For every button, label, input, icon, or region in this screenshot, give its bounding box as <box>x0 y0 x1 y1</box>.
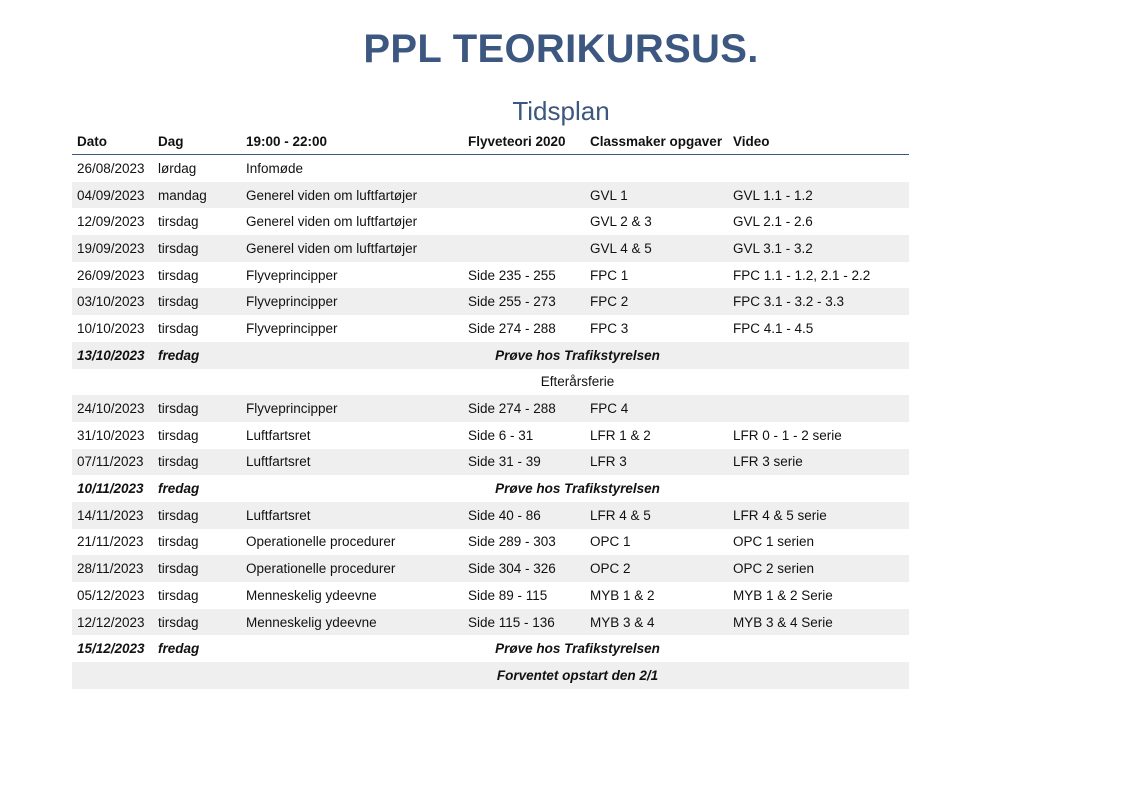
row-topic: Luftfartsret <box>241 502 463 529</box>
row-day: tirsdag <box>153 502 241 529</box>
row-tasks <box>585 155 728 182</box>
row-day: mandag <box>153 182 241 209</box>
table-row <box>72 582 909 609</box>
header-tasks: Classmaker opgaver <box>585 128 728 155</box>
row-date: 07/11/2023 <box>72 449 153 476</box>
row-date: 03/10/2023 <box>72 288 153 315</box>
table-row <box>72 235 909 262</box>
row-tasks: LFR 1 & 2 <box>590 427 651 443</box>
row-topic: Generel viden om luftfartøjer <box>246 214 418 230</box>
table-row <box>72 395 909 422</box>
row-book-pages: Side 255 - 273 <box>463 288 585 315</box>
row-topic: Menneskelig ydeevne <box>246 587 377 603</box>
row-topic: Generel viden om luftfartøjer <box>241 235 463 262</box>
row-topic: Flyveprincipper <box>246 320 338 336</box>
row-date <box>72 662 153 689</box>
row-topic: Flyveprincipper <box>246 267 338 283</box>
row-book-pages: Side 115 - 136 <box>463 609 585 636</box>
row-video: GVL 1.1 - 1.2 <box>728 182 909 209</box>
row-date: 10/11/2023 <box>77 481 144 497</box>
row-video <box>728 395 909 422</box>
row-day: tirsdag <box>153 555 241 582</box>
row-tasks: MYB 3 & 4 <box>585 609 728 636</box>
row-book-pages: Side 89 - 115 <box>468 587 548 603</box>
row-date: 31/10/2023 <box>77 427 145 443</box>
row-tasks: GVL 4 & 5 <box>585 235 728 262</box>
row-tasks: MYB 1 & 2 <box>590 587 655 603</box>
row-book-pages <box>463 235 585 262</box>
table-row <box>72 208 909 235</box>
row-book-pages: Side 274 - 288 <box>468 320 556 336</box>
table-row <box>72 502 909 529</box>
row-video: LFR 3 serie <box>728 449 909 476</box>
row-topic: Generel viden om luftfartøjer <box>241 182 463 209</box>
row-date: 05/12/2023 <box>77 587 145 603</box>
table-row <box>72 155 909 182</box>
row-day: lørdag <box>158 160 197 176</box>
exam-row <box>72 342 909 369</box>
exam-row <box>72 475 909 502</box>
row-book-pages: Side 235 - 255 <box>468 267 556 283</box>
row-topic: Luftfartsret <box>246 427 311 443</box>
schedule-body <box>72 155 909 689</box>
row-day: tirsdag <box>153 395 241 422</box>
row-note: Efterårsferie <box>540 374 615 390</box>
row-tasks: GVL 2 & 3 <box>590 214 652 230</box>
row-topic: Operationelle procedurer <box>246 534 396 550</box>
row-tasks: LFR 3 <box>585 449 728 476</box>
row-topic: Infomøde <box>246 160 304 176</box>
row-day: tirsdag <box>158 267 199 283</box>
row-date: 10/10/2023 <box>77 320 145 336</box>
row-day: tirsdag <box>153 449 241 476</box>
row-date: 28/11/2023 <box>72 555 153 582</box>
row-day: fredag <box>158 641 200 657</box>
row-video: GVL 2.1 - 2.6 <box>733 214 813 230</box>
row-topic: Operationelle procedurer <box>241 555 463 582</box>
exam-row <box>72 635 909 662</box>
row-book-pages <box>463 155 585 182</box>
row-book-pages: Side 31 - 39 <box>463 449 585 476</box>
row-video: LFR 4 & 5 serie <box>728 502 909 529</box>
row-day: tirsdag <box>158 534 199 550</box>
row-note: Prøve hos Trafikstyrelsen <box>241 342 909 369</box>
row-book-pages: Side 304 - 326 <box>463 555 585 582</box>
page-title: PPL TEORIKURSUS. <box>363 27 759 71</box>
row-video: GVL 3.1 - 3.2 <box>728 235 909 262</box>
row-date: 12/09/2023 <box>77 214 145 230</box>
row-date: 12/12/2023 <box>72 609 153 636</box>
row-tasks: FPC 1 <box>590 267 629 283</box>
table-row <box>72 315 909 342</box>
row-day: tirsdag <box>153 288 241 315</box>
row-day: fredag <box>153 342 241 369</box>
row-video: MYB 1 & 2 Serie <box>733 587 833 603</box>
page-subtitle: Tidsplan <box>512 96 610 126</box>
row-book-pages <box>463 208 585 235</box>
row-tasks: LFR 4 & 5 <box>585 502 728 529</box>
note-row <box>72 369 909 396</box>
row-video: OPC 2 serien <box>728 555 909 582</box>
row-date: 14/11/2023 <box>72 502 153 529</box>
table-header-row <box>72 128 909 155</box>
header-time: 19:00 - 22:00 <box>241 128 463 155</box>
row-day: tirsdag <box>153 235 241 262</box>
table-row <box>72 609 909 636</box>
row-tasks: FPC 3 <box>590 320 629 336</box>
row-topic: Flyveprincipper <box>241 395 463 422</box>
schedule-table <box>72 128 909 689</box>
row-video: LFR 0 - 1 - 2 serie <box>733 427 842 443</box>
row-topic: Flyveprincipper <box>241 288 463 315</box>
row-book-pages <box>463 182 585 209</box>
row-tasks: FPC 4 <box>585 395 728 422</box>
row-topic: Menneskelig ydeevne <box>241 609 463 636</box>
row-day <box>153 662 241 689</box>
row-tasks: OPC 2 <box>585 555 728 582</box>
table-row <box>72 288 909 315</box>
table-row <box>72 182 909 209</box>
row-video: OPC 1 serien <box>733 534 815 550</box>
row-note: Forventet opstart den 2/1 <box>241 662 909 689</box>
row-book-pages: Side 289 - 303 <box>468 534 556 550</box>
row-book-pages: Side 274 - 288 <box>463 395 585 422</box>
row-date: 04/09/2023 <box>72 182 153 209</box>
row-video: FPC 3.1 - 3.2 - 3.3 <box>728 288 909 315</box>
row-tasks: GVL 1 <box>585 182 728 209</box>
row-book-pages: Side 40 - 86 <box>463 502 585 529</box>
exam-row <box>72 662 909 689</box>
row-video <box>728 155 909 182</box>
table-row <box>72 422 909 449</box>
row-note: Prøve hos Trafikstyrelsen <box>495 481 660 497</box>
row-date <box>72 369 153 396</box>
row-video: FPC 1.1 - 1.2, 2.1 - 2.2 <box>733 267 871 283</box>
table-row <box>72 262 909 289</box>
row-book-pages: Side 6 - 31 <box>468 427 534 443</box>
row-day: tirsdag <box>158 320 199 336</box>
table-row <box>72 449 909 476</box>
table-row <box>72 555 909 582</box>
row-tasks: OPC 1 <box>590 534 631 550</box>
row-day: tirsdag <box>153 609 241 636</box>
row-date: 26/08/2023 <box>77 160 145 176</box>
row-day: tirsdag <box>158 214 199 230</box>
row-day <box>153 369 241 396</box>
row-date: 19/09/2023 <box>72 235 153 262</box>
row-date: 24/10/2023 <box>72 395 153 422</box>
header-day: Dag <box>153 128 241 155</box>
row-date: 21/11/2023 <box>77 534 144 550</box>
row-date: 26/09/2023 <box>77 267 145 283</box>
row-day: tirsdag <box>158 427 199 443</box>
row-topic: Luftfartsret <box>241 449 463 476</box>
row-day: tirsdag <box>158 587 199 603</box>
row-date: 13/10/2023 <box>72 342 153 369</box>
row-day: fredag <box>158 481 200 497</box>
header-book: Flyveteori 2020 <box>463 128 585 155</box>
table-row <box>72 529 909 556</box>
row-date: 15/12/2023 <box>77 641 145 657</box>
header-video: Video <box>728 128 909 155</box>
row-video: FPC 4.1 - 4.5 <box>733 320 814 336</box>
row-video: MYB 3 & 4 Serie <box>728 609 909 636</box>
row-tasks: FPC 2 <box>585 288 728 315</box>
header-date: Dato <box>72 128 153 155</box>
row-note: Prøve hos Trafikstyrelsen <box>495 641 660 657</box>
